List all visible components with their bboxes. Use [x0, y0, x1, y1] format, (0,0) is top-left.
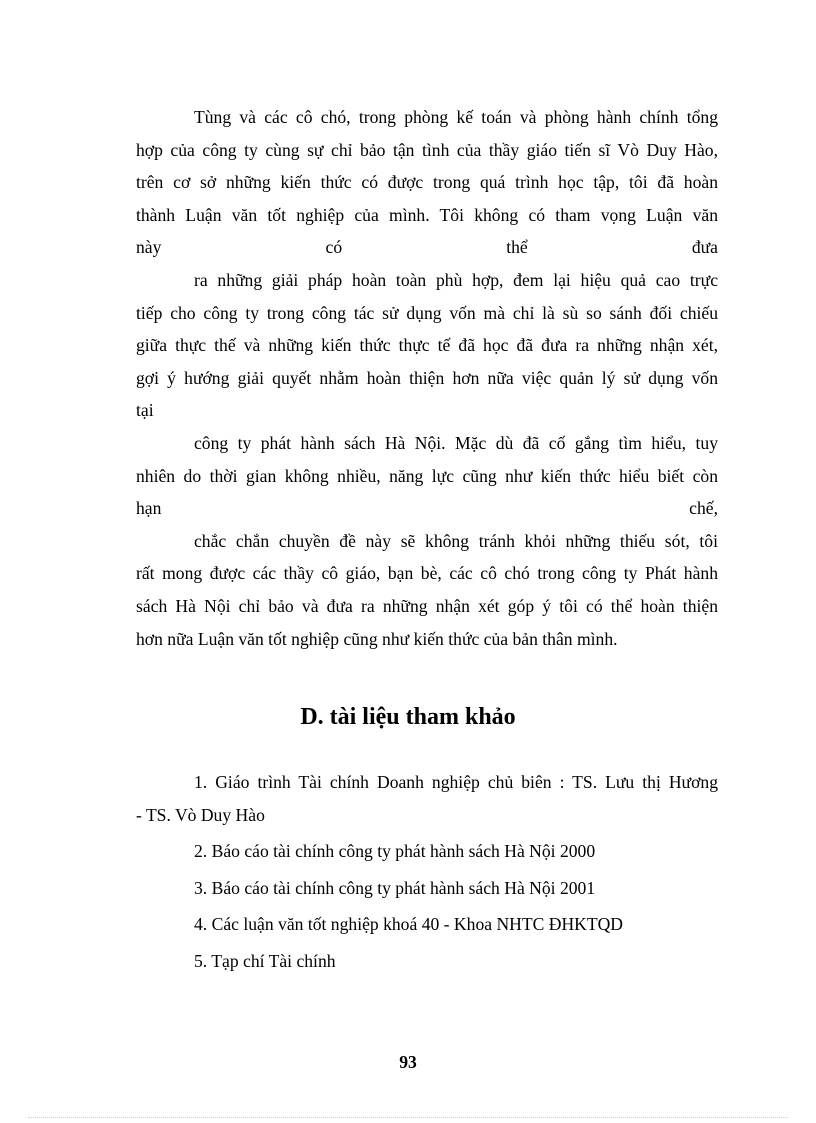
body-line: tiếp cho công ty trong công tác sử dụng vốn mà chỉ là sù so sánh đối chiếu [136, 302, 718, 323]
body-line: giữa thực thế và những kiến thức thực tế đã học đã đưa ra những nhận xét, [136, 335, 718, 356]
body-line: thành Luận văn tốt nghiệp của mình. Tôi không có tham vọng Luận văn [136, 204, 718, 225]
body-line: rất mong được các thầy cô giáo, bạn bè, các cô chó trong công ty Phát hành [136, 563, 718, 584]
page-number: 93 [399, 1052, 417, 1072]
body-line: hơn nữa Luận văn tốt nghiệp cũng như kiến thức của bản thân mình. [136, 628, 618, 649]
reference-list [136, 766, 718, 982]
body-line: Tùng và các cô chó, trong phòng kế toán và phòng hành chính tổng [194, 107, 718, 127]
section-heading: D. tài liệu tham khảo [300, 704, 516, 730]
reference-item: 4. Các luận văn tốt nghiệp khoá 40 - Khoa NHTC ĐHKTQD [194, 914, 624, 935]
reference-item: 2. Báo cáo tài chính công ty phát hành sách Hà Nội 2000 [194, 841, 596, 862]
body-line: công ty phát hành sách Hà Nội. Mặc dù đã cố gắng tìm hiểu, tuy [194, 432, 718, 453]
reference-item: 1. Giáo trình Tài chính Doanh nghiệp chủ biên : TS. Lưu thị Hương [194, 772, 718, 792]
body-line: tại [136, 400, 154, 421]
page-bottom-divider [28, 1117, 788, 1118]
reference-item-continuation: - TS. Vò Duy Hào [136, 804, 265, 825]
reference-item: 5. Tạp chí Tài chính [194, 950, 336, 971]
body-line: sách Hà Nội chỉ bảo và đưa ra những nhận xét góp ý tôi có thể hoàn thiện [136, 595, 718, 616]
body-paragraph [136, 101, 718, 655]
body-line: chắc chắn chuyền đề này sẽ không tránh khỏi những thiếu sót, tôi [194, 530, 718, 551]
body-line: trên cơ sở những kiến thức có được trong quá trình học tập, tôi đã hoàn [136, 172, 718, 193]
body-line: ra những giải pháp hoàn toàn phù hợp, đem lại hiệu quả cao trực [194, 269, 718, 290]
body-line: này có thể đưa [136, 237, 718, 258]
reference-item: 3. Báo cáo tài chính công ty phát hành sách Hà Nội 2001 [194, 877, 596, 898]
body-line: hợp của công ty cùng sự chỉ bảo tận tình của thầy giáo tiến sĩ Vò Duy Hào, [136, 139, 718, 160]
body-line: gợi ý hướng giải quyết nhằm hoàn thiện hơn nữa việc quản lý sử dụng vốn [136, 367, 718, 388]
body-line: hạn chế, [136, 498, 718, 519]
body-line: nhiên do thời gian không nhiều, năng lực cũng như kiến thức hiểu biết còn [136, 465, 718, 486]
